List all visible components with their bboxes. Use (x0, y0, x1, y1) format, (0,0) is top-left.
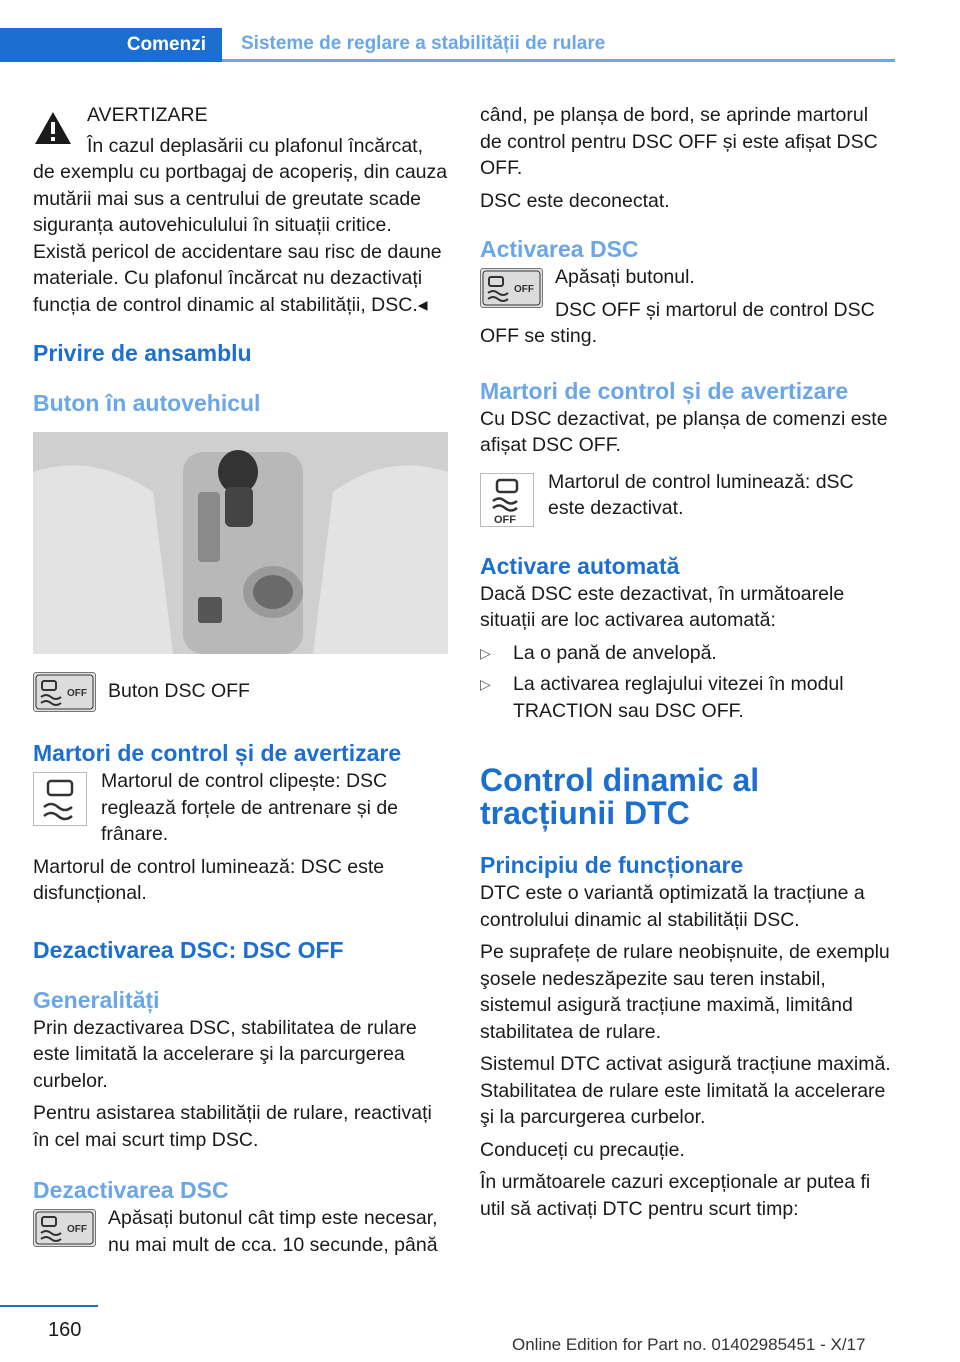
dsc-off-text: DSC este deconectat. (480, 189, 670, 212)
section-tab (0, 28, 222, 62)
general-p2: Pentru asistarea stabilității de rulare, reactivați în cel mai scurt timp DSC. (33, 1102, 432, 1151)
activate-row (480, 264, 895, 356)
general-p1: Prin dezactivarea DSC, stabilitatea de rulare este limitată la accelerare şi la parcurgerea curbelor. (33, 1016, 417, 1092)
indicator-blink-text: Martorul de control clipește: DSC reglează forțele de antrenare și de frânare. (101, 770, 399, 845)
heading-indicators: Martori de control și de avertizare (33, 740, 402, 766)
indicator-blink-row (33, 768, 448, 854)
principle-p1: DTC este o variantă optimizată la tracțiune a controlului dinamic al stabilității DSC. (480, 882, 865, 931)
console-photo (33, 432, 448, 654)
deactivate-text: Apăsați butonul cât timp este necesar, nu mai mult de cca. 10 secunde, până (108, 1207, 438, 1256)
heading-deactivate: Dezactivarea DSC: DSC OFF (33, 936, 344, 963)
principle-p3: Sistemul DTC activat asigură tracțiune maximă. Stabilitatea de rulare este limitată la accelerare şi la parcurgerea curbelor. (480, 1053, 891, 1128)
bullet-icon: ▷ (480, 644, 491, 661)
heading-deactivate-dsc: Dezactivarea DSC (33, 1177, 229, 1203)
dsc-off-button-icon-3 (480, 268, 543, 308)
svg-text:OFF: OFF (494, 513, 516, 526)
principle-p4: Conduceți cu precauție. (480, 1138, 685, 1161)
deactivate-row (33, 1205, 448, 1264)
warning-title: AVERTIZARE (87, 104, 208, 126)
heading-indicators-right: Martori de control și de avertizare (480, 377, 849, 404)
heading-principle: Principiu de funcționare (480, 852, 744, 878)
dsc-indicator-icon (33, 772, 87, 826)
dsc-off-indicator-icon (480, 473, 534, 527)
dsc-button-row (33, 668, 448, 716)
header-divider (222, 59, 895, 62)
indicator-lit-text: Martorul de control luminează: DSC este disfuncțional. (33, 855, 385, 904)
indicators-text: Cu DSC dezactivat, pe planșa de comenzi este afișat DSC OFF. (480, 407, 888, 456)
principle-p2: Pe suprafețe de rulare neobișnuite, de exemplu şosele nedeszăpezite sau teren instabil, sistemul asigură tracțiune maximă, limitând stabilitatea de rulare. (480, 941, 890, 1043)
warning-triangle-icon (33, 110, 73, 146)
warning-text: În cazul deplasării cu plafonul încărcat, de exemplu cu portbagaj de acoperiș, din cauza mutării mai sus a centrului de greutate scade siguranța autovehiculului în situații critice. Există pericol de accidentare sau risc de daune materiale. Cu plafonul încărcat nu dezactivați funcția de control dinamic al stabilității, DSC.◂ (33, 134, 448, 316)
footer-divider (0, 1305, 98, 1307)
svg-text:OFF: OFF (67, 688, 87, 699)
heading-general: Generalități (33, 986, 160, 1013)
dsc-off-button-icon (33, 672, 96, 712)
page-number: 160 (48, 1319, 82, 1341)
activate-p2: DSC OFF și martorul de control DSC OFF se sting. (480, 298, 875, 347)
principle-p5: În următoarele cazuri excepționale ar putea fi util să activați DTC pentru scurt timp: (480, 1171, 871, 1220)
left-column (33, 102, 448, 1264)
indicator-off-text: Martorul de control luminează: dSC este dezactivat. (548, 470, 854, 519)
console-illustration (33, 432, 448, 654)
section-label: Comenzi (126, 34, 206, 55)
svg-text:OFF: OFF (67, 1224, 87, 1235)
heading-dtc: Control dinamic al tracțiunii DTC (480, 762, 760, 831)
heading-overview: Privire de ansamblu (33, 340, 252, 366)
warning-block (33, 102, 448, 318)
auto-list (480, 640, 895, 725)
activate-p1: Apăsați butonul. (555, 266, 695, 288)
heading-button: Buton în autovehicul (33, 390, 261, 416)
auto-text: Dacă DSC este dezactivat, în următoarele situații are loc activarea automată: (480, 582, 845, 631)
bullet-icon: ▷ (480, 676, 491, 692)
heading-activate: Activarea DSC (480, 236, 639, 262)
indicator-off-row (480, 469, 895, 533)
svg-text:OFF: OFF (514, 284, 534, 295)
page-header (0, 28, 895, 62)
button-caption: Buton DSC OFF (108, 680, 250, 702)
list-item: ▷ La activarea reglajului vitezei în modul TRACTION sau DSC OFF. (480, 673, 844, 722)
right-column (480, 102, 895, 1228)
dsc-off-button-icon-2 (33, 1209, 96, 1247)
edition-note: Online Edition for Part no. 01402985451 - X/17 (512, 1335, 866, 1354)
list-item: ▷ La o pană de anvelopă. (480, 640, 895, 667)
chapter-title: Sisteme de reglare a stabilității de rulare (241, 33, 606, 54)
heading-auto: Activare automată (480, 552, 680, 579)
continue-text: când, pe planșa de bord, se aprinde martorul de control pentru DSC OFF și este afișat DSC OFF. (480, 104, 878, 179)
